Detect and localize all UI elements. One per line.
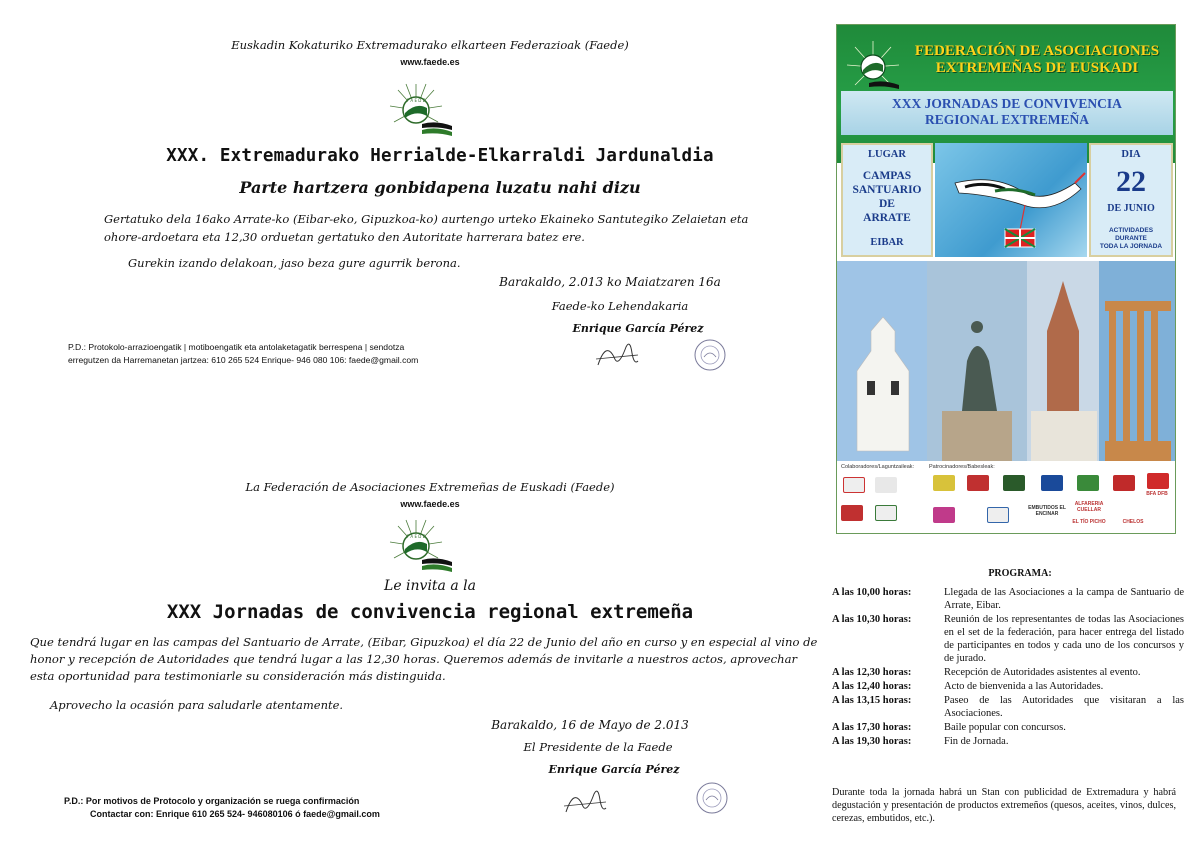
programa-item	[832, 586, 1184, 612]
programa-desc: Recepción de Autoridades asistentes al evento.	[944, 667, 1141, 678]
programa-desc: Fin de Jornada.	[944, 736, 1009, 747]
website-castellano[interactable]: www.faede.es	[400, 499, 460, 509]
programa-time: A las 10,00 horas:	[832, 587, 912, 598]
lugar-town: EIBAR	[870, 237, 904, 248]
event-poster	[836, 24, 1176, 534]
programa-title: PROGRAMA:	[988, 568, 1052, 579]
org-line-castellano: La Federación de Asociaciones Extremeñas de Euskadi (Faede)	[245, 480, 615, 494]
federation-title-line-1: FEDERACIÓN DE ASOCIACIONES	[914, 43, 1160, 59]
svg-text:F A E D E: F A E D E	[406, 98, 426, 103]
org-line-euskera: Euskadin Kokaturiko Extremadurako elkarteen Federazioak (Faede)	[231, 38, 629, 52]
role-euskera: Faede-ko Lehendakaria	[551, 299, 689, 313]
programa-time: A las 17,30 horas:	[832, 722, 912, 733]
programa-item	[832, 694, 1184, 720]
closing-castellano: Aprovecho la ocasión para saludarle atentamente.	[50, 698, 344, 712]
website-euskera[interactable]: www.faede.es	[400, 57, 460, 67]
sponsor-embutidos: EMBUTIDOS EL ENCINAR	[1028, 505, 1066, 517]
date-euskera: Barakaldo, 2.013 ko Maiatzaren 16a	[499, 275, 721, 289]
pd-line-1: P.D.: Protokolo-arrazioengatik | motiboengatik eta antolaketagatik berrespena | sendotza	[68, 342, 405, 352]
programa-desc: Acto de bienvenida a las Autoridades.	[944, 681, 1104, 692]
programa-desc: Llegada de las Asociaciones a la campa de Santuario de Arrate, Eibar.	[944, 587, 1184, 611]
federation-title-line-2: EXTREMEÑAS DE EUSKADI	[935, 60, 1139, 76]
programa-item	[832, 735, 1184, 748]
faede-logo-icon	[378, 516, 454, 578]
dia-note-line-2: TODA LA JORNADA	[1099, 243, 1163, 250]
programa-time: A las 10,30 horas:	[832, 614, 912, 625]
sponsor-logo-icon	[843, 477, 865, 493]
pd-line-2: Contactar con: Enrique 610 265 524- 946080106 ó faede@gmail.com	[90, 809, 380, 819]
title-euskera: XXX. Extremadurako Herrialde-Elkarraldi Jardunaldia	[166, 146, 714, 166]
svg-text:F A E D E: F A E D E	[406, 534, 426, 539]
sponsor-logo-icon	[933, 475, 955, 491]
role-castellano: El Presidente de la Faede	[523, 740, 673, 754]
signer-euskera: Enrique García Pérez	[572, 322, 704, 335]
dia-number: 22	[1116, 165, 1146, 198]
subtitle-euskera: Parte hartzera gonbidapena luzatu nahi dizu	[239, 178, 641, 197]
federation-title	[897, 43, 1176, 77]
sponsor-logo-icon	[987, 507, 1009, 523]
signature-icon	[592, 335, 642, 375]
programa-desc: Baile popular con concursos.	[944, 722, 1066, 733]
programa-note: Durante toda la jornada habrá un Stan con publicidad de Extremadura y habrá degustación y presentación de productos extremeños (quesos, aceites, vinos, dulces, cerezas, embutidos, etc.).	[832, 787, 1176, 824]
signature-icon	[560, 782, 610, 822]
sponsor-logo-icon	[933, 507, 955, 523]
sponsor-alfareria: ALFARERIA CUELLAR	[1074, 501, 1104, 513]
pd-castellano	[64, 795, 484, 821]
faede-logo-icon	[845, 39, 901, 95]
programa-desc: Paseo de las Autoridades que visitaran a las Asociaciones.	[944, 695, 1184, 719]
programa-item	[832, 680, 1184, 693]
sponsor-logo-icon	[875, 477, 897, 493]
sponsors-strip	[837, 461, 1176, 534]
dia-note	[1093, 227, 1169, 251]
programa-item	[832, 613, 1184, 665]
pd-line-2: erregutzen da Harremanetan jartzea: 610 265 524 Enrique- 946 080 106: faede@gmail.com	[68, 355, 419, 365]
stork-icon	[935, 143, 1087, 257]
programa-time: A las 12,30 horas:	[832, 667, 912, 678]
programa-item	[832, 666, 1184, 679]
dia-month: DE JUNIO	[1107, 203, 1155, 214]
faede-logo-icon	[378, 80, 454, 142]
sponsor-logo-icon	[875, 505, 897, 521]
jornadas-title-line-2: REGIONAL EXTREMEÑA	[925, 112, 1089, 127]
signer-castellano: Enrique García Pérez	[548, 763, 680, 776]
colaboradores-label: Colaboradores/Laguntzaileak:	[841, 464, 915, 470]
lugar-place	[843, 169, 931, 225]
date-castellano: Barakaldo, 16 de Mayo de 2.013	[491, 718, 689, 732]
greeting-euskera: Gurekin izando delakoan, jaso beza gure agurrik berona.	[128, 256, 461, 270]
programa-time: A las 12,40 horas:	[832, 681, 912, 692]
monuments-photo-collage	[837, 261, 1176, 461]
stamp-icon	[694, 780, 730, 816]
patrocinadores-label: Patrocinadores/Babesleak:	[929, 464, 995, 470]
programa-time: A las 13,15 horas:	[832, 695, 912, 706]
body-castellano: Que tendrá lugar en las campas del Santuario de Arrate, (Eibar, Gipuzkoa) el día 22 de Junio del año en curso y en especial al vino de honor y recepción de Autoridades que tendrá lugar a las 12,30 horas. Queremos además de invitarle a nuestros actos, aprovechar esta oportunidad para testimoniarle su consideración más distinguida.	[30, 635, 818, 683]
sponsor-logo-icon	[841, 505, 863, 521]
pd-euskera	[68, 341, 508, 367]
title-castellano: XXX Jornadas de convivencia regional extremeña	[166, 601, 694, 623]
lugar-place-line-4: ARRATE	[863, 212, 911, 224]
sponsor-logo-icon	[967, 475, 989, 491]
jornadas-banner	[841, 91, 1173, 135]
sponsor-bfa: BFA DFB	[1146, 491, 1168, 497]
dia-box	[1089, 143, 1173, 257]
sponsor-logo-icon	[1147, 473, 1169, 489]
dia-label: DIA	[1121, 149, 1141, 160]
invite-castellano: Le invita a la	[384, 578, 476, 594]
stamp-icon	[692, 337, 728, 373]
programa-item	[832, 721, 1184, 734]
jornadas-title	[841, 96, 1173, 128]
sponsor-tio-picho: EL TÍO PICHO	[1072, 519, 1106, 525]
lugar-place-line-1: CAMPAS	[862, 170, 912, 182]
sponsor-logo-icon	[1113, 475, 1135, 491]
pd-line-1: P.D.: Por motivos de Protocolo y organización se ruega confirmación	[64, 796, 360, 806]
programa-desc: Reunión de los representantes de todas las Asociaciones en el set de la federación, para hacer entrega del listado de participantes en todos y cada uno de los concursos y de jurado.	[944, 614, 1184, 664]
lugar-box	[841, 143, 933, 257]
lugar-label: LUGAR	[868, 149, 906, 160]
lugar-place-line-3: DE	[879, 198, 895, 210]
lugar-place-line-2: SANTUARIO	[852, 184, 922, 196]
sponsor-chelos: CHELOS	[1122, 519, 1144, 525]
programa-time: A las 19,30 horas:	[832, 736, 912, 747]
sponsor-logo-icon	[1003, 475, 1025, 491]
sponsor-logo-icon	[1041, 475, 1063, 491]
body-euskera: Gertatuko dela 16ako Arrate-ko (Eibar-eko, Gipuzkoa-ko) aurtengo urteko Ekaineko Santutegiko Zelaietan eta ohore-ardoetara eta 12,30 orduetan gertatuko den Autoritate harrerara batez ere.	[104, 212, 749, 244]
sponsor-logo-icon	[1077, 475, 1099, 491]
dia-note-line-1: ACTIVIDADES DURANTE	[1108, 227, 1154, 242]
programa-list	[832, 586, 1184, 749]
jornadas-title-line-1: XXX JORNADAS DE CONVIVENCIA	[892, 96, 1122, 111]
